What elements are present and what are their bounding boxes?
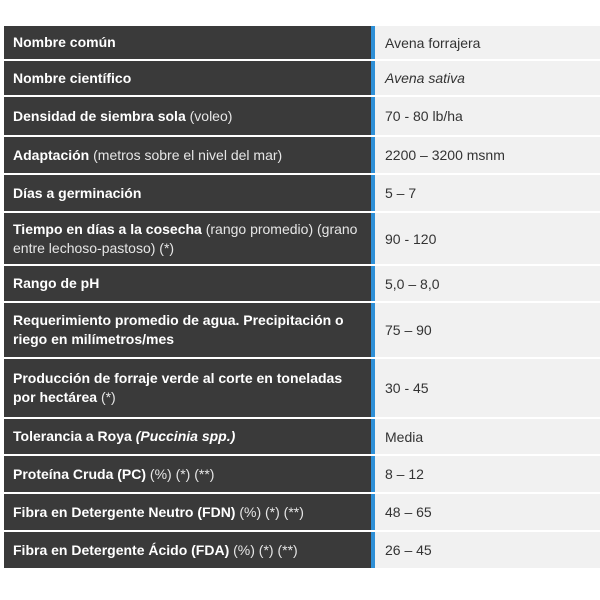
label-bold: Proteína Cruda (PC) — [13, 465, 147, 482]
label-bold: Días a germinación — [13, 184, 142, 201]
row-value: 5 – 7 — [375, 175, 600, 211]
table-row — [4, 213, 600, 266]
label-note: (rango promedio) (grano entre lechoso-pastoso) (*) — [13, 220, 358, 256]
label-note: (voleo) — [189, 107, 233, 124]
row-value: 75 – 90 — [375, 303, 600, 357]
label-bold: Nombre científico — [13, 69, 132, 86]
label-note: (%) (*) (**) — [233, 541, 298, 558]
label-italic: (Puccinia spp.) — [135, 428, 236, 444]
row-value: 2200 – 3200 msnm — [375, 137, 600, 173]
table-row — [4, 419, 600, 456]
table-row — [4, 359, 600, 419]
row-value: 8 – 12 — [375, 456, 600, 492]
label-bold: Nombre común — [13, 34, 116, 50]
row-label — [4, 97, 371, 135]
label-bold: Producción de forraje verde al corte en toneladas por hectárea — [13, 370, 343, 405]
label-note: (%) (*) (**) — [149, 465, 215, 482]
row-label — [4, 213, 371, 264]
row-value: 5,0 – 8,0 — [375, 266, 600, 301]
row-label — [4, 61, 371, 95]
row-value: Media — [375, 419, 600, 454]
table-row — [4, 494, 600, 532]
label-bold: Requerimiento promedio de agua. Precipitación o riego en milímetros/mes — [13, 312, 344, 347]
table-row — [4, 266, 600, 303]
row-label — [4, 175, 371, 211]
row-value: 30 - 45 — [375, 359, 600, 417]
row-value: Avena forrajera — [375, 26, 600, 59]
row-value: 90 - 120 — [375, 213, 600, 264]
table-row — [4, 26, 600, 61]
table-row — [4, 175, 600, 213]
row-label — [4, 494, 371, 530]
label-bold: Tolerancia a Roya — [13, 428, 132, 444]
row-label — [4, 419, 371, 454]
table-row — [4, 303, 600, 359]
label-note: (*) — [100, 389, 116, 405]
table-row — [4, 532, 600, 570]
row-label — [4, 532, 371, 568]
row-label — [4, 359, 371, 417]
table-row — [4, 97, 600, 137]
label-bold: Adaptación — [13, 146, 90, 163]
crop-spec-table — [4, 26, 600, 570]
table-row — [4, 456, 600, 494]
row-label — [4, 266, 371, 301]
row-value: 48 – 65 — [375, 494, 600, 530]
label-note: (metros sobre el nivel del mar) — [93, 146, 283, 163]
row-value: 70 - 80 lb/ha — [375, 97, 600, 135]
table-row — [4, 137, 600, 175]
table-row — [4, 61, 600, 97]
label-bold: Rango de pH — [13, 275, 100, 291]
label-bold: Densidad de siembra sola — [13, 107, 186, 124]
row-label — [4, 137, 371, 173]
row-value: Avena sativa — [375, 61, 600, 95]
row-label — [4, 303, 371, 357]
label-bold: Fibra en Detergente Neutro (FDN) — [13, 503, 236, 520]
row-label — [4, 26, 371, 59]
row-label — [4, 456, 371, 492]
label-bold: Tiempo en días a la cosecha — [13, 220, 202, 237]
label-bold: Fibra en Detergente Ácido (FDA) — [13, 541, 230, 558]
label-note: (%) (*) (**) — [239, 503, 304, 520]
row-value: 26 – 45 — [375, 532, 600, 568]
